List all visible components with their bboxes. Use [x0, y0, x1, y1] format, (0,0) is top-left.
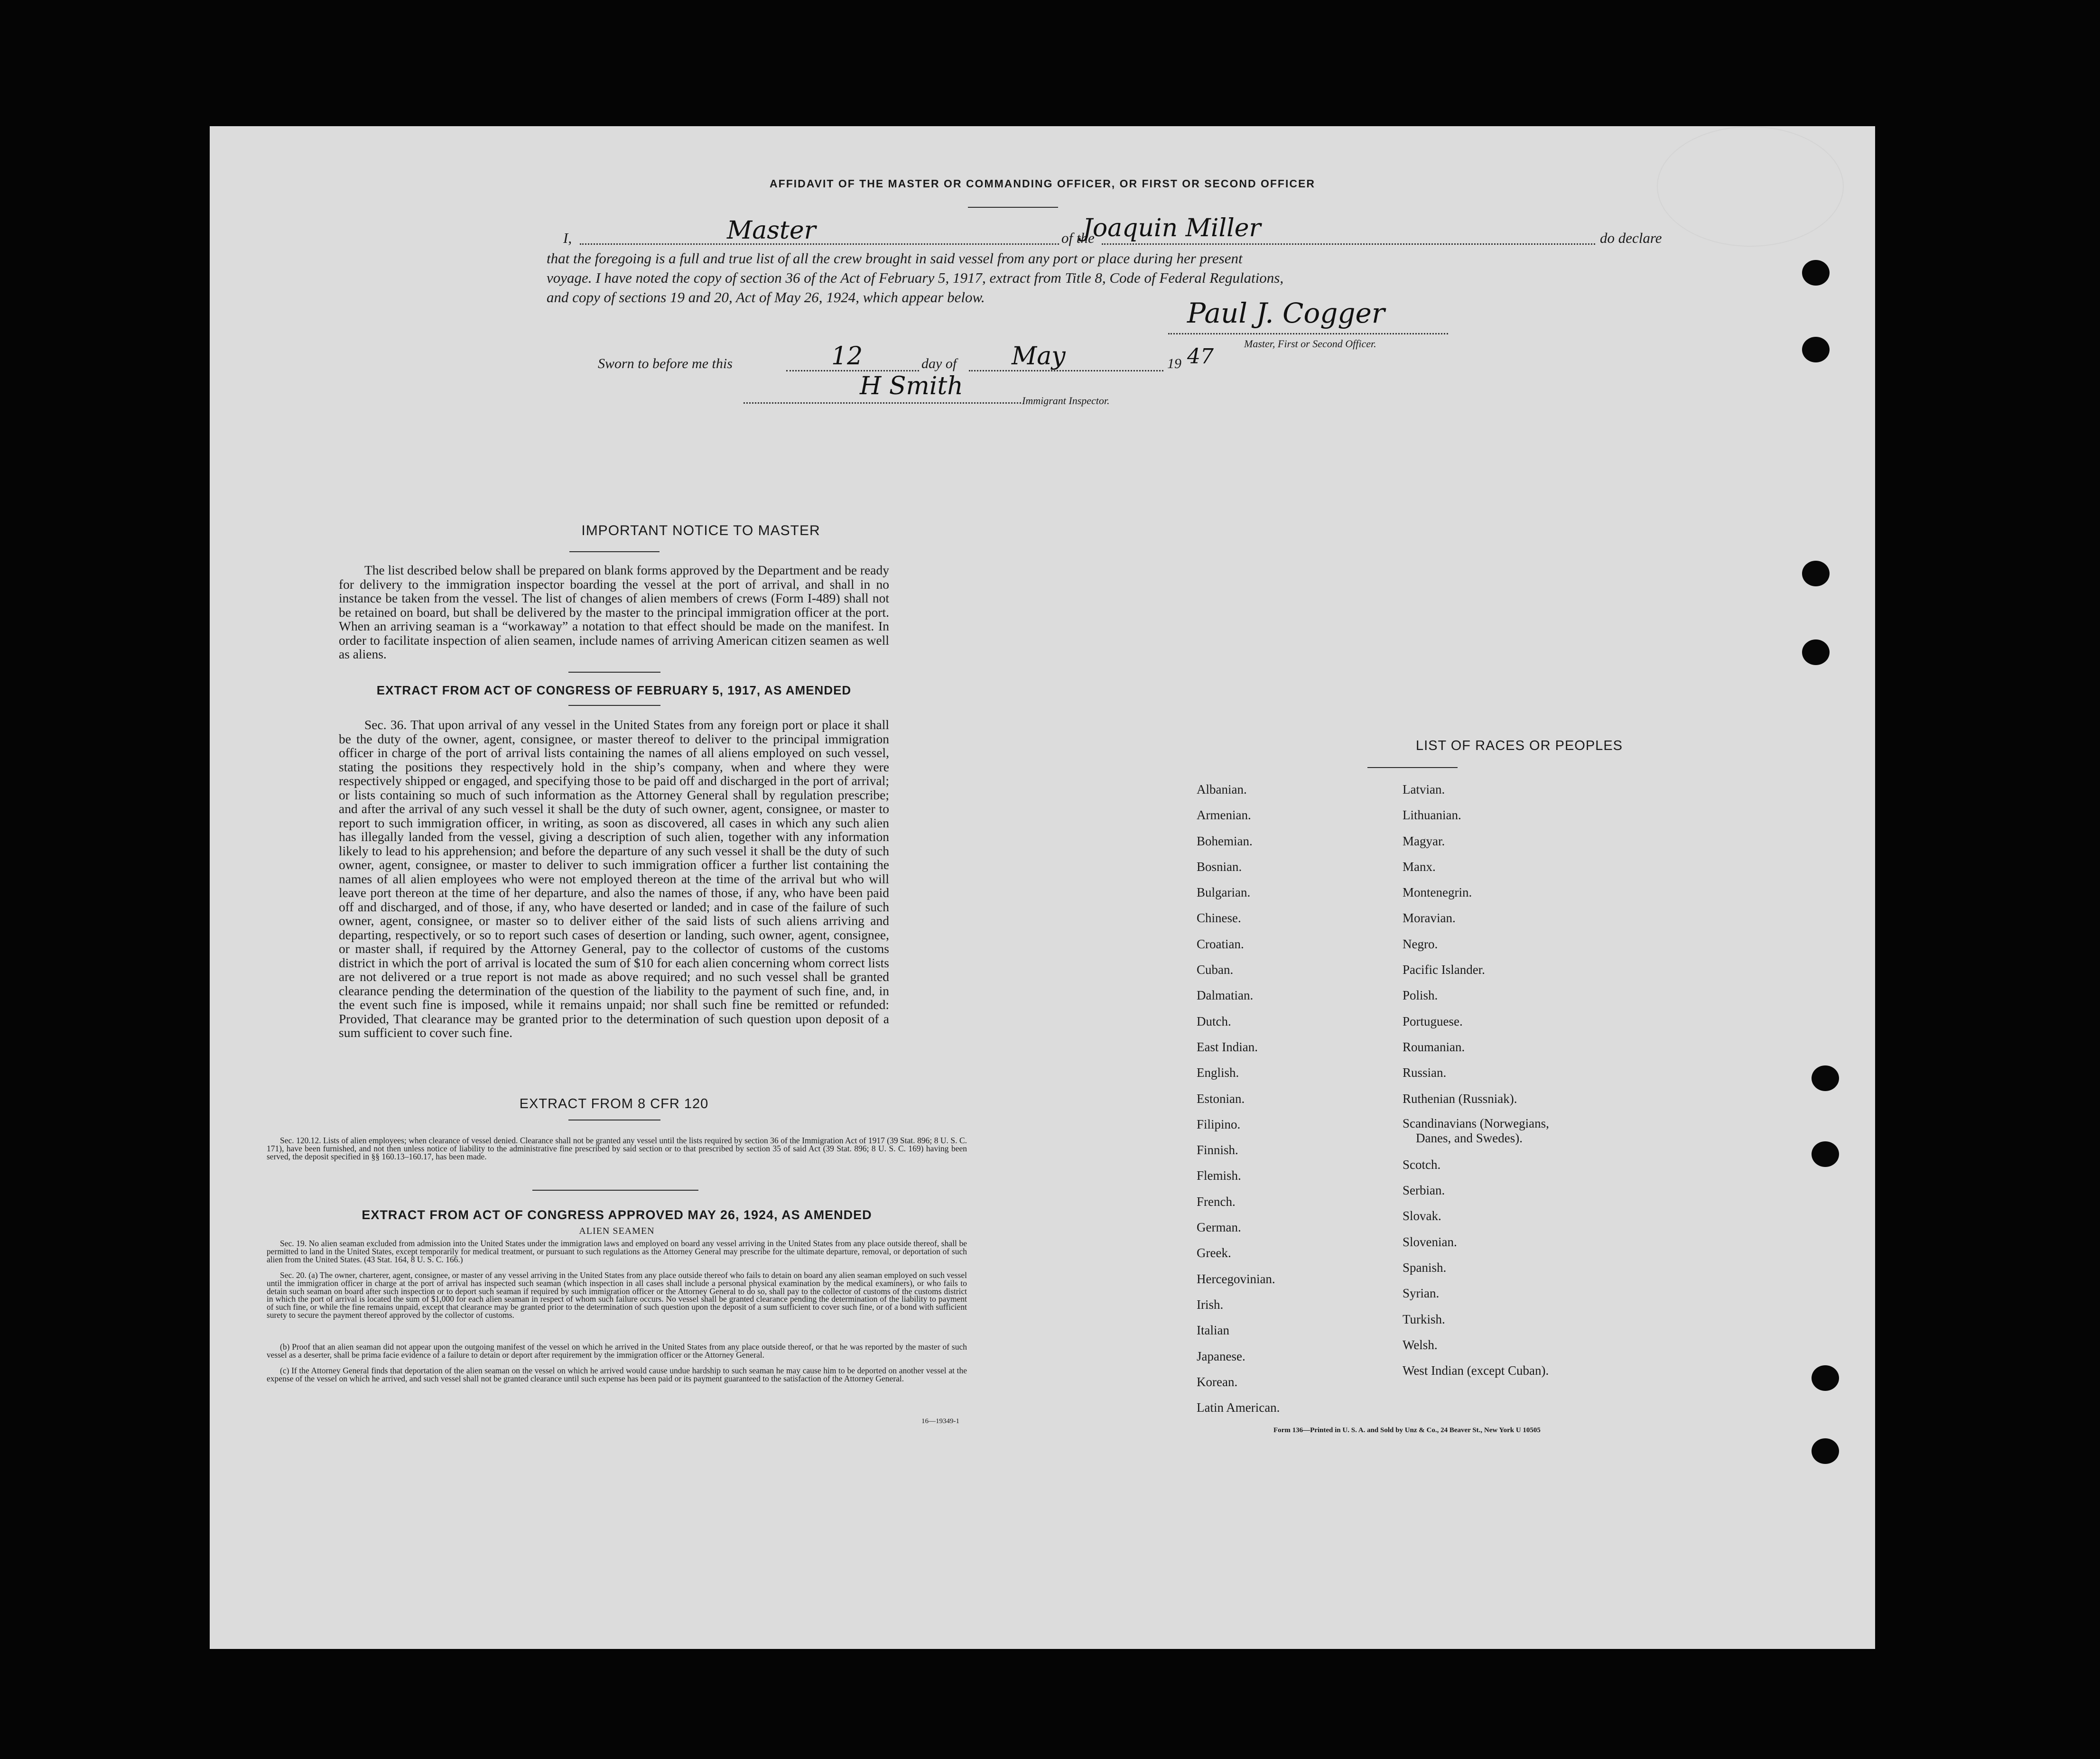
- month-fill-line: [969, 370, 1163, 371]
- races-heading-rule: [1367, 767, 1458, 768]
- notice-heading-rule: [569, 551, 660, 552]
- punch-hole: [1802, 260, 1830, 286]
- race-entry: German.: [1197, 1220, 1241, 1235]
- notice-body: The list described below shall be prepared on blank forms approved by the Department and be ready for delivery to the immigration inspector boarding the vessel at the port of arrival, and shall in no instance be taken from the vessel. The list of changes of alien members of crews (Form I-489) shall not be retained on board, but shall be delivered by the master to the principal immigration officer at the port. When an arriving seaman is a “workaway” a notation to that effect should be made on the manifest. In order to facilitate inspection of alien seamen, include names of arriving American citizen seamen as well as aliens.: [339, 563, 889, 661]
- affidavit-line-4: and copy of sections 19 and 20, Act of May 26, 1924, which appear below.: [547, 289, 985, 306]
- race-entry: Dalmatian.: [1197, 988, 1254, 1003]
- race-entry: Pacific Islander.: [1403, 963, 1485, 977]
- punch-hole: [1812, 1141, 1839, 1167]
- act1924-sec20a: Sec. 20. (a) The owner, charterer, agent, consignee, or master of any vessel arriving in the United States from any place outside thereof who fails to detain on board any alien seaman employed on such vessel until the immigration officer in charge at the port of arrival has inspected such seaman (which inspection in all cases shall include a personal physical examination by the medical examiners), or who fails to detain such seaman on board after such inspection or to deport such seaman if required by such immigration officer or the Attorney General to do so, shall pay to the collector of customs of the customs district in which the port of arrival is located the sum of $1,000 for each alien seaman in respect of whom such failure occurs. No vessel shall be granted clearance pending the determination of the liability to payment of such fine, or while the fine remains unpaid, except that clearance may be granted prior to the determination of such question upon the deposit of a sum sufficient to cover such fine, or of a bond with sufficient surety to secure the payment thereof approved by the collector of customs.: [267, 1270, 967, 1320]
- race-entry: Flemish.: [1197, 1168, 1241, 1183]
- race-entry: Croatian.: [1197, 936, 1244, 951]
- day-handwriting: 12: [831, 342, 863, 370]
- race-entry: Ruthenian (Russniak).: [1403, 1091, 1517, 1106]
- punch-hole: [1802, 337, 1830, 362]
- race-entry: Scandinavians (Norwegians, Danes, and Swedes).: [1403, 1116, 1549, 1145]
- act1924-form-number: 16—19349-1: [921, 1417, 959, 1425]
- printer-footer: Form 136—Printed in U. S. A. and Sold by Unz & Co., 24 Beaver St., New York U 10505: [1273, 1426, 1541, 1434]
- cfr-heading: EXTRACT FROM 8 CFR 120: [519, 1096, 709, 1111]
- punch-hole: [1802, 639, 1830, 665]
- race-entry: Armenian.: [1197, 808, 1251, 823]
- race-entry: Montenegrin.: [1403, 885, 1472, 900]
- race-entry: Cuban.: [1197, 963, 1234, 977]
- cfr-body: Sec. 120.12. Lists of alien employees; when clearance of vessel denied. Clearance shall not be granted any vessel until the lists required by section 36 of the Immigration Act of 1917 (39 Stat. 896; 8 U. S. C. 171), have been furnished, and not then unless notice of liability to the administrative fine prescribed by said section or to that prescribed by section 35 of said Act (39 Stat. 896; 8 U. S. C. 169) having been served, the deposit specified in §§ 160.13–160.17, has been made.: [267, 1136, 967, 1161]
- race-entry: Magyar.: [1403, 833, 1445, 848]
- act1917-heading-rule: [568, 705, 660, 706]
- race-entry: Scotch.: [1403, 1157, 1441, 1172]
- race-entry: Bulgarian.: [1197, 885, 1251, 900]
- act1924-sec20c: (c) If the Attorney General finds that deportation of the alien seaman on the vessel on which he arrived would cause undue hardship to such seaman he may cause him to be deported on another vessel at the expense of the vessel on which he arrived, and such vessel shall not be granted clearance until such expense has been paid or its payment guaranteed to the satisfaction of the Attorney General.: [267, 1366, 967, 1383]
- race-entry: Dutch.: [1197, 1014, 1231, 1028]
- signature-fill-line: [1168, 333, 1448, 334]
- punch-hole: [1802, 561, 1830, 586]
- race-entry: Finnish.: [1197, 1143, 1238, 1157]
- race-entry: East Indian.: [1197, 1039, 1258, 1054]
- punch-hole: [1812, 1365, 1839, 1391]
- rank-handwriting: Master: [727, 216, 816, 245]
- affidavit-body: [547, 249, 1681, 307]
- affidavit-title-rule: [968, 207, 1058, 208]
- year-handwriting: 47: [1187, 344, 1214, 369]
- cfr-end-rule: [532, 1190, 698, 1191]
- race-entry: Spanish.: [1403, 1260, 1447, 1275]
- affidavit-do-declare: do declare: [1600, 230, 1662, 246]
- day-of-text: day of: [921, 356, 957, 371]
- races-column-2: [1403, 777, 1649, 1384]
- races-heading: LIST OF RACES OR PEOPLES: [1415, 738, 1623, 753]
- act1924-heading: EXTRACT FROM ACT OF CONGRESS APPROVED MAY 26, 1924, AS AMENDED: [362, 1208, 872, 1222]
- race-entry: Bohemian.: [1197, 833, 1253, 848]
- race-entry: Irish.: [1197, 1297, 1224, 1312]
- signature-caption: Master, First or Second Officer.: [1244, 338, 1376, 350]
- document-page: [210, 126, 1875, 1649]
- rank-fill-line: [580, 243, 1059, 245]
- race-entry: Latvian.: [1403, 782, 1445, 796]
- race-entry: Russian.: [1403, 1065, 1447, 1080]
- race-entry: Serbian.: [1403, 1183, 1445, 1198]
- race-entry: Slovak.: [1403, 1209, 1441, 1223]
- master-signature: Paul J. Cogger: [1187, 297, 1385, 329]
- affidavit-line-3: voyage. I have noted the copy of section 36 of the Act of February 5, 1917, extract from Title 8, Code of Federal Regulations,: [547, 269, 1284, 286]
- notice-heading: IMPORTANT NOTICE TO MASTER: [581, 523, 820, 538]
- race-entry: West Indian (except Cuban).: [1403, 1363, 1549, 1378]
- race-entry: Italian: [1197, 1323, 1229, 1338]
- race-entry: English.: [1197, 1065, 1239, 1080]
- affidavit-i: I,: [563, 230, 572, 246]
- act1924-sec19: Sec. 19. No alien seaman excluded from admission into the United States under the immigration laws and employed on board any vessel arriving in the United States from any place outside thereof, shall be permitted to land in the United States, except temporarily for medical treatment, or pursuant to such regulations as the Attorney General may prescribe for the ultimate departure, removal, or deportation of such alien from the United States. (43 Stat. 164, 8 U. S. C. 166.): [267, 1239, 967, 1264]
- races-column-1: [1197, 777, 1386, 1420]
- inspector-caption: Immigrant Inspector.: [1022, 395, 1110, 407]
- act1924-sec20b: (b) Proof that an alien seaman did not appear upon the outgoing manifest of the vessel on which he arrived in the United States from any place outside thereof, or that he was reported by the master of such vessel as a deserter, shall be prima facie evidence of a failure to detain or deport after requirement by the immigration officer or the Attorney General.: [267, 1342, 967, 1360]
- vessel-name-handwriting: Joaquin Miller: [1083, 214, 1261, 242]
- race-entry: Latin American.: [1197, 1400, 1280, 1415]
- affidavit-line-2: that the foregoing is a full and true list of all the crew brought in said vessel from any port or place during her present: [547, 250, 1243, 267]
- race-entry: Moravian.: [1403, 911, 1456, 926]
- race-entry: Welsh.: [1403, 1337, 1438, 1352]
- act1917-heading: EXTRACT FROM ACT OF CONGRESS OF FEBRUARY 5, 1917, AS AMENDED: [376, 683, 852, 697]
- year-prefix: 19: [1167, 356, 1181, 371]
- inspector-signature: H Smith: [860, 372, 963, 400]
- act1917-body: Sec. 36. That upon arrival of any vessel in the United States from any foreign port or place it shall be the duty of the owner, agent, consignee, or master thereof to deliver to the principal immigration officer in charge of the port of arrival lists containing the names of all aliens employed on such vessel, stating the positions they respectively hold in the ship’s company, when and where they were respectively shipped or engaged, and specifying those to be paid off and discharged in the port of arrival; or lists containing so much of such information as the Attorney General shall by regulation prescribe; and after the arrival of any such vessel it shall be the duty of such owner, agent, consignee, or master to report to such immigration officer, in writing, as soon as discovered, all cases in which any such alien has illegally landed from the vessel, giving a description of such alien, together with any information likely to lead to his apprehension; and before the departure of any such vessel it shall be the duty of such owner, agent, consignee, or master to deliver to such immigration officer a further list containing the names of all alien employees who were not employed thereon at the time of the arrival but who will leave port thereon at the time of her departure, and also the names of those, if any, who have been paid off and discharged, and of those, if any, who have deserted or landed; and in case of the failure of such owner, agent, consignee, or master so to deliver either of the said lists of such aliens arriving and departing, respectively, or so to report such cases of desertion or landing, such owner, agent, consignee, or master shall, if required by the Attorney General, pay to the collector of customs of the customs district in which the port of arrival is located the sum of $10 for each alien concerning whom correct lists are not delivered or a true report is not made as above required; and no such vessel shall be granted clearance pending the determination of the question of the liability to the payment of such fine, and, in the event such fine is imposed, while it remains unpaid; nor shall such fine be remitted or refunded: Provided, That clearance may be granted prior to the determination of such question upon deposit of a sum sufficient to cover such fine.: [339, 717, 889, 1040]
- race-entry: Manx.: [1403, 859, 1436, 874]
- race-entry: Filipino.: [1197, 1117, 1241, 1131]
- race-entry: Chinese.: [1197, 911, 1241, 926]
- race-entry: Roumanian.: [1403, 1039, 1465, 1054]
- race-entry: Lithuanian.: [1403, 808, 1461, 823]
- race-entry: Hercegovinian.: [1197, 1271, 1275, 1286]
- race-entry: Negro.: [1403, 936, 1438, 951]
- race-entry: Bosnian.: [1197, 859, 1242, 874]
- affidavit-title: AFFIDAVIT OF THE MASTER OR COMMANDING OFFICER, OR FIRST OR SECOND OFFICER: [770, 177, 1315, 190]
- race-entry: Portuguese.: [1403, 1014, 1463, 1028]
- race-entry: Greek.: [1197, 1246, 1231, 1260]
- sworn-text: Sworn to before me this: [598, 356, 733, 371]
- race-entry: Japanese.: [1197, 1349, 1245, 1363]
- race-entry: Albanian.: [1197, 782, 1247, 796]
- race-entry: Turkish.: [1403, 1312, 1445, 1326]
- month-handwriting: May: [1012, 342, 1066, 370]
- affidavit-of-the: of the: [1061, 230, 1095, 246]
- inspector-fill-line: [743, 402, 1021, 404]
- vessel-fill-line: [1102, 243, 1595, 245]
- race-entry: Korean.: [1197, 1374, 1238, 1389]
- notice-end-rule: [568, 672, 660, 673]
- race-entry: Slovenian.: [1403, 1234, 1457, 1249]
- punch-hole: [1812, 1065, 1839, 1091]
- race-entry: Polish.: [1403, 988, 1438, 1003]
- race-entry: French.: [1197, 1194, 1236, 1209]
- race-entry: Estonian.: [1197, 1091, 1245, 1106]
- punch-hole: [1812, 1438, 1839, 1464]
- race-entry: Syrian.: [1403, 1286, 1440, 1301]
- act1924-subheading: ALIEN SEAMEN: [579, 1226, 655, 1236]
